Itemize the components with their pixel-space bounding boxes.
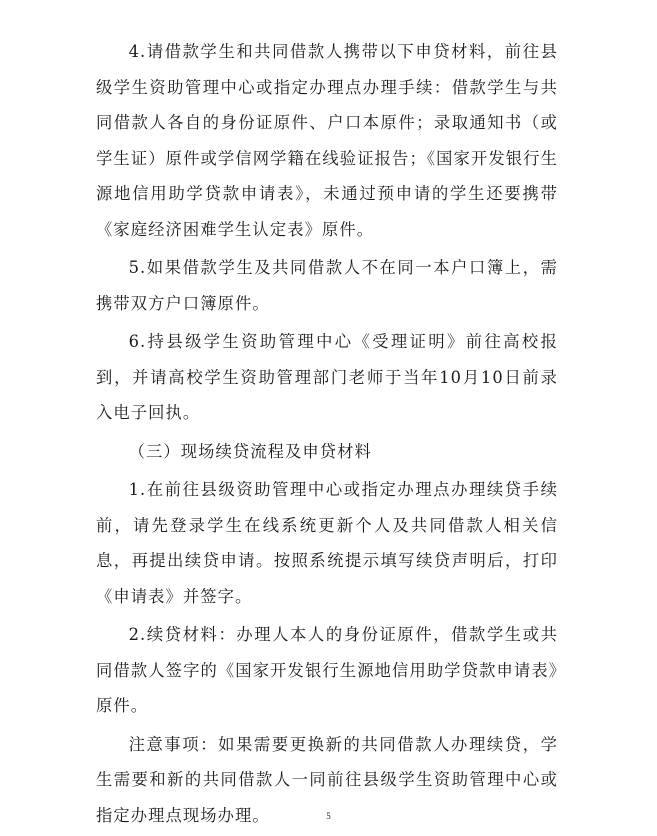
page-number: 5 xyxy=(326,811,331,821)
document-body xyxy=(96,34,558,836)
paragraph-renewal-process: 1.在前往县级资助管理中心或指定办理点办理续贷手续前，请先登录学生在线系统更新个人及共同借款人相关信息，再提出续贷申请。按照系统提示填写续贷声明后，打印《申请表》并签字。 xyxy=(96,480,558,606)
paragraph-renewal-materials: 2.续贷材料：办理人本人的身份证原件，借款学生或共同借款人签字的《国家开发银行生源地信用助学贷款申请表》原件。 xyxy=(96,625,558,715)
paragraph-acceptance-certificate: 6.持县级学生资助管理中心《受理证明》前往高校报到，并请高校学生资助管理部门老师于当年10月10日前录入电子回执。 xyxy=(96,332,558,422)
section-heading-renewal: （三）现场续贷流程及申贷材料 xyxy=(128,441,372,461)
paragraph-household-register: 5.如果借款学生及共同借款人不在同一本户口簿上，需携带双方户口簿原件。 xyxy=(96,258,558,313)
paragraph-notes: 注意事项：如果需要更换新的共同借款人办理续贷，学生需要和新的共同借款人一同前往县级学生资助管理中心或指定办理点现场办理。 xyxy=(96,734,558,825)
paragraph-application-materials: 4.请借款学生和共同借款人携带以下申贷材料，前往县级学生资助管理中心或指定办理点办理手续：借款学生与共同借款人各自的身份证原件、户口本原件；录取通知书（或学生证）原件或学信网学籍在线验证报告；《国家开发银行生源地信用助学贷款申请表》，未通过预申请的学生还要携带《家庭经济困难学生认定表》原件。 xyxy=(96,42,558,239)
